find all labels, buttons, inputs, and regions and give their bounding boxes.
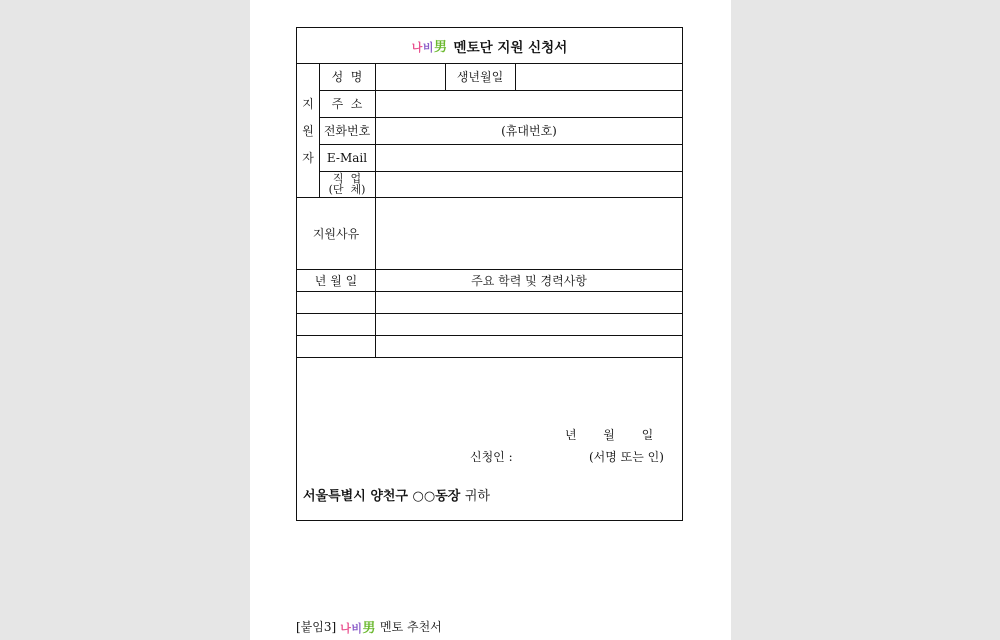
- history-detail-field[interactable]: [376, 291, 682, 313]
- attachment-title: 멘토 추천서: [379, 620, 442, 634]
- form-title-text: 멘토단 지원 신청서: [453, 39, 568, 56]
- name-field[interactable]: [376, 63, 445, 90]
- address-field[interactable]: [376, 90, 682, 117]
- email-label: E-Mail: [326, 150, 368, 165]
- form-title: [297, 28, 682, 63]
- sign-note: (서명 또는 인): [589, 450, 664, 464]
- applicant-label: 지 원 자: [302, 96, 314, 165]
- history-date-header: 년 월 일: [314, 273, 358, 288]
- addressee: 서울특별시 양천구 ○○동장 귀하: [303, 489, 490, 504]
- history-date-field[interactable]: [297, 335, 375, 357]
- attachment-prefix: [붙임3]: [296, 620, 337, 634]
- nabi-logo: 나비男: [340, 621, 376, 636]
- phone-label: 전화번호: [323, 124, 371, 138]
- attachment-footer: [296, 617, 442, 636]
- document-page: [250, 0, 731, 640]
- address-label: 주 소: [331, 97, 363, 111]
- birthdate-label: 생년월일: [456, 70, 504, 84]
- history-detail-header: 주요 학력 및 경력사항: [471, 273, 587, 288]
- job-field[interactable]: [376, 171, 682, 197]
- mobile-note: (휴대번호): [501, 124, 557, 138]
- history-detail-field[interactable]: [376, 313, 682, 335]
- reason-field[interactable]: [376, 197, 682, 269]
- reason-label: 지원사유: [312, 226, 360, 241]
- phone-field[interactable]: [376, 117, 682, 144]
- email-field[interactable]: [376, 144, 682, 171]
- application-date: 년 월 일: [565, 428, 654, 442]
- name-label: 성 명: [331, 70, 363, 84]
- birthdate-field[interactable]: [515, 63, 682, 90]
- history-detail-field[interactable]: [376, 335, 682, 357]
- applicant-sign-label: 신청인 :: [470, 450, 513, 464]
- application-form: [296, 27, 683, 521]
- history-date-field[interactable]: [297, 313, 375, 335]
- job-label: 직 업 (단 체): [328, 172, 366, 196]
- history-date-field[interactable]: [297, 291, 375, 313]
- nabi-logo: 나비男: [411, 40, 448, 55]
